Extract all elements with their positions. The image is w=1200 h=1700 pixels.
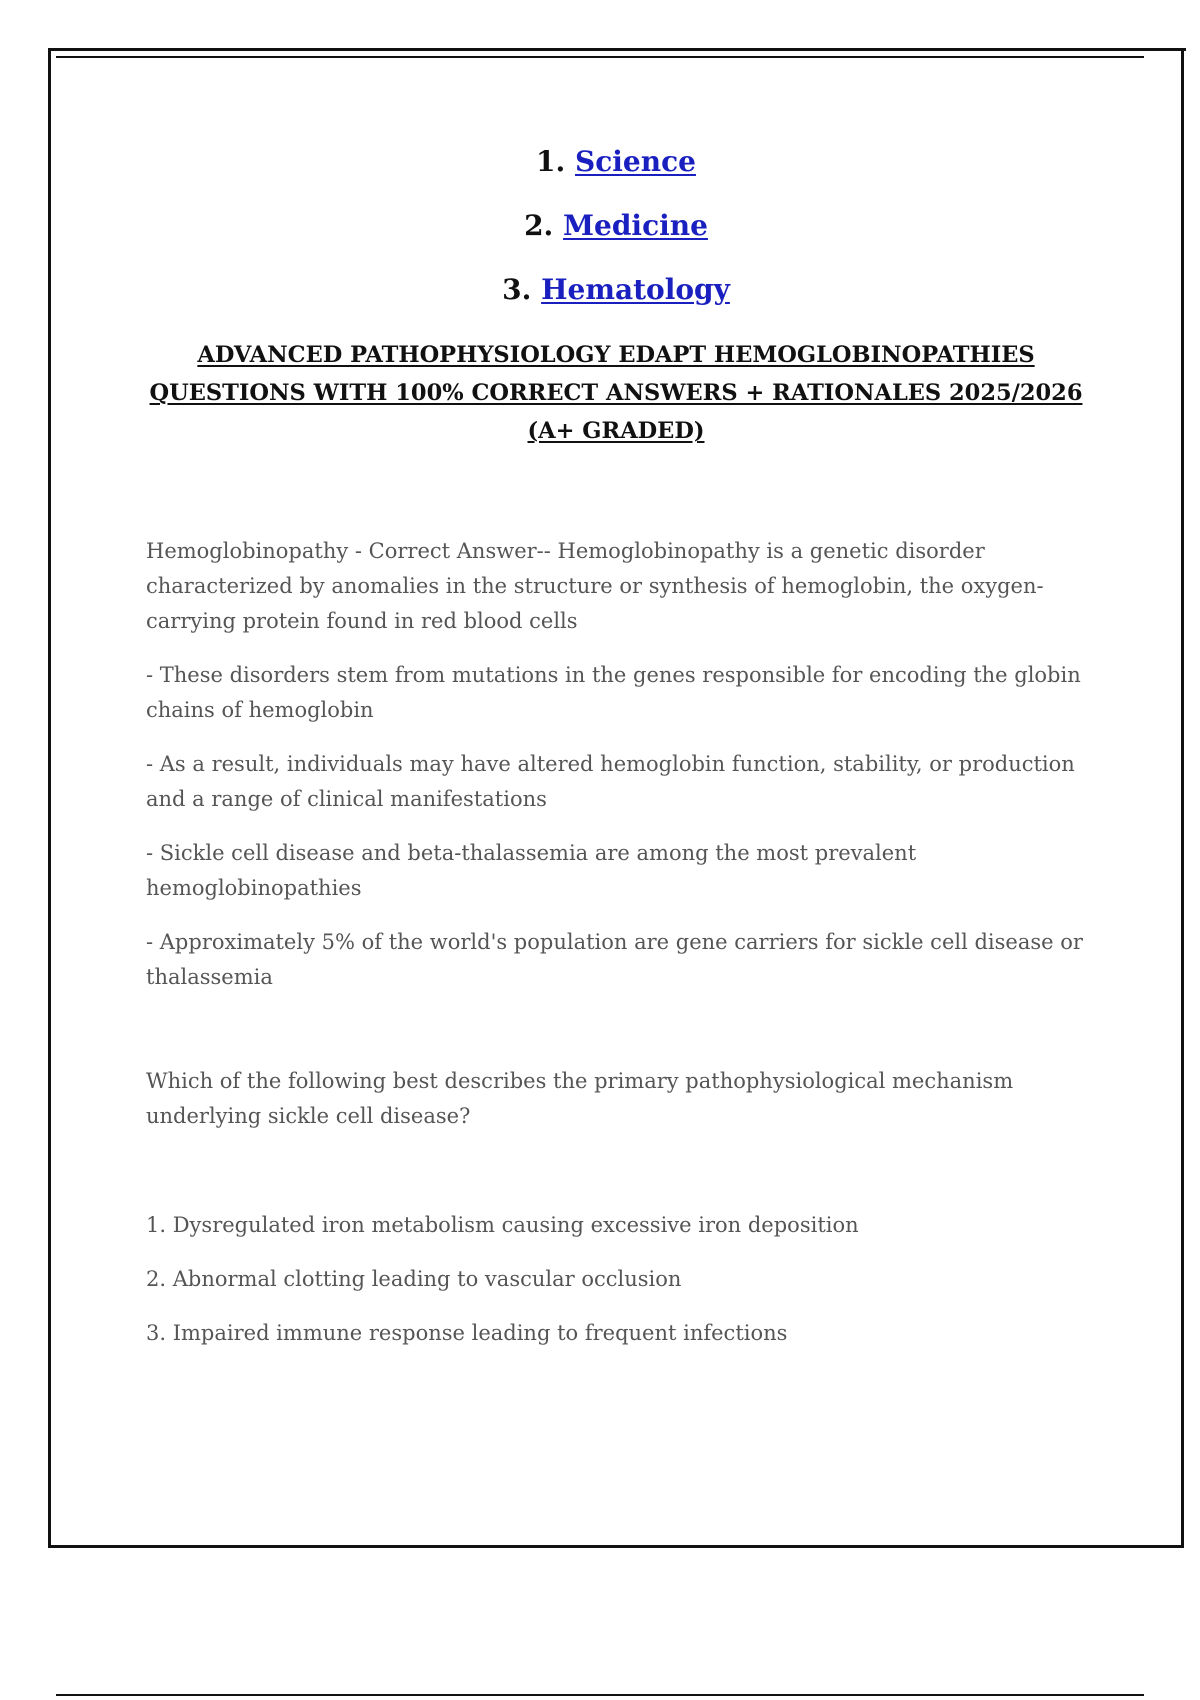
- title-line-3: (A+ GRADED): [527, 418, 705, 444]
- answer-option: 1. Dysregulated iron metabolism causing excessive iron deposition: [146, 1213, 859, 1237]
- breadcrumb-link-science[interactable]: Science: [575, 145, 696, 178]
- answer-option: 3. Impaired immune response leading to frequent infections: [146, 1321, 788, 1345]
- breadcrumb-link-hematology[interactable]: Hematology: [541, 273, 730, 306]
- breadcrumb-item-medicine: [0, 206, 1200, 270]
- breadcrumb-number: 3.: [502, 273, 532, 306]
- breadcrumb-item-science: [0, 142, 1200, 206]
- answer-paragraph: - Approximately 5% of the world's population are gene carriers for sickle cell disease or thalassemia: [146, 930, 1083, 989]
- page-bottom-rule: [56, 1694, 1144, 1696]
- answer-paragraph: - Sickle cell disease and beta-thalassemia are among the most prevalent hemoglobinopathies: [146, 841, 917, 900]
- answer-option: 2. Abnormal clotting leading to vascular occlusion: [146, 1267, 682, 1291]
- answer-paragraph: - These disorders stem from mutations in the genes responsible for encoding the globin chains of hemoglobin: [146, 663, 1081, 722]
- title-line-2: QUESTIONS WITH 100% CORRECT ANSWERS + RATIONALES 2025/2026: [149, 380, 1083, 406]
- answer-paragraph: - As a result, individuals may have altered hemoglobin function, stability, or production and a range of clinical manifestations: [146, 752, 1075, 811]
- question-text: Which of the following best describes the primary pathophysiological mechanism underlying sickle cell disease?: [146, 1069, 1014, 1128]
- breadcrumb: [0, 142, 1200, 334]
- breadcrumb-link-medicine[interactable]: Medicine: [563, 209, 708, 242]
- page-title: [120, 336, 1112, 450]
- breadcrumb-number: 1.: [536, 145, 566, 178]
- breadcrumb-item-hematology: [0, 270, 1200, 334]
- answer-paragraph: Hemoglobinopathy - Correct Answer-- Hemoglobinopathy is a genetic disorder characterized by anomalies in the structure or synthesis of hemoglobin, the oxygen-carrying protein found in red blood cells: [146, 539, 1044, 633]
- breadcrumb-number: 2.: [524, 209, 554, 242]
- title-line-1: ADVANCED PATHOPHYSIOLOGY EDAPT HEMOGLOBINOPATHIES: [197, 342, 1035, 368]
- answer-options: [146, 1208, 1096, 1370]
- answer-block: [146, 534, 1096, 1014]
